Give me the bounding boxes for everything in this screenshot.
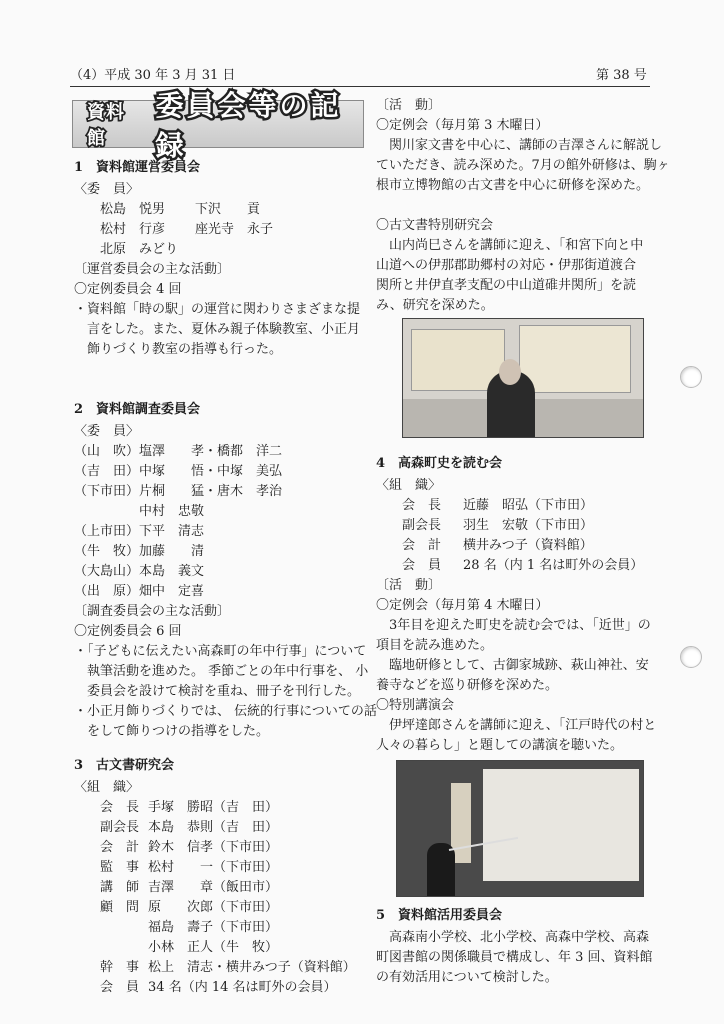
member-row: 中村 忠敬 — [74, 504, 205, 519]
org-row: 会 員 34 名（内 14 名は町外の会員） — [100, 980, 337, 995]
lecture-photo — [402, 318, 644, 438]
label: 〔活 動〕 — [376, 578, 442, 593]
special-meeting: 〇古文書特別研究会 — [376, 218, 494, 233]
section-heading: 5 資料館活用委員会 — [376, 908, 503, 923]
text-line: ・「子どもに伝えたい高森町の年中行事」について — [74, 644, 367, 659]
org-row: 会 員 28 名（内 1 名は町外の会員） — [402, 558, 644, 573]
binder-hole — [680, 646, 702, 668]
label: 〈委 員〉 — [74, 424, 140, 439]
org-row: 顧 問 原 次郎（下市田） — [100, 900, 279, 915]
member-row: （吉 田）中塚 悟・中塚 美弘 — [74, 464, 283, 479]
member-row: （上市田）下平 清志 — [74, 524, 205, 539]
right-column-top — [376, 96, 670, 316]
meeting: 〇定例会（毎月第 3 木曜日） — [376, 118, 549, 133]
text-line: をして飾りつけの指導をした。 — [74, 724, 270, 739]
label: 〔運営委員会の主な活動〕 — [74, 262, 231, 277]
text-line: 関川家文書を中心に、講師の吉澤さんに解説し — [376, 138, 663, 153]
member-row: 松島 悦男 下沢 貢 — [100, 202, 261, 217]
label: 〈組 織〉 — [376, 478, 442, 493]
label: 〈委 員〉 — [74, 182, 140, 197]
text-line: ・資料館「時の駅」の運営に関わりさまざまな提 — [74, 302, 361, 317]
org-row: 講 師 吉澤 章（飯田市） — [100, 880, 279, 895]
text-line: 項目を読み進めた。 — [376, 638, 494, 653]
text-line: ていただき、読み深めた。7月の館外研修は、駒ヶ — [376, 158, 670, 173]
lecture-photo-2 — [396, 760, 644, 897]
section-heading: 4 高森町史を読む会 — [376, 456, 503, 471]
title-big: 委員会等の記録 — [155, 89, 342, 162]
label: 〔活 動〕 — [376, 98, 442, 113]
text-line: 関所と井伊直孝支配の中山道碓井関所」を読 — [376, 278, 637, 293]
right-column-bottom — [376, 904, 653, 988]
text-line: 山内尚巳さんを講師に迎え、「和宮下向と中 — [376, 238, 644, 253]
left-column — [74, 156, 377, 998]
text-line: 3年目を迎えた町史を読む会では、「近世」の — [376, 618, 651, 633]
text-line: 執筆活動を進めた。 季節ごとの年中行事を、 小 — [74, 664, 369, 679]
org-row: 会 計 鈴木 信孝（下市田） — [100, 840, 279, 855]
page-title — [72, 89, 364, 162]
text-line: 言をした。また、夏休み親子体験教室、小正月 — [74, 322, 361, 337]
text-line: 委員会を設けて検討を重ね、冊子を刊行した。 — [74, 684, 361, 699]
member-row: （大島山）本島 義文 — [74, 564, 205, 579]
text-line: ・小正月飾りづくりでは、 伝統的行事についての話 — [74, 704, 377, 719]
section-heading: 3 古文書研究会 — [74, 758, 175, 773]
text-line: 飾りづくり教室の指導も行った。 — [74, 342, 283, 357]
org-row: 幹 事 松上 清志・横井みつ子（資料館） — [100, 960, 356, 975]
text-line: 養寺などを巡り研修を深めた。 — [376, 678, 559, 693]
member-row: 北原 みどり — [100, 242, 179, 257]
issue-date: （4）平成 30 年 3 月 31 日 — [70, 68, 236, 83]
text-line: の有効活用について検討した。 — [376, 970, 558, 985]
org-row: 副会長 本島 恭則（吉 田） — [100, 820, 279, 835]
text-line: 高森南小学校、北小学校、高森中学校、高森 — [376, 930, 650, 945]
meeting: 〇定例委員会 4 回 — [74, 282, 182, 297]
org-row: 会 長 近藤 昭弘（下市田） — [402, 498, 594, 513]
org-row: 監 事 松村 一（下市田） — [100, 860, 279, 875]
org-row: 小林 正人（牛 牧） — [148, 940, 279, 955]
org-row: 副会長 羽生 宏敬（下市田） — [402, 518, 594, 533]
label: 〔調査委員会の主な活動〕 — [74, 604, 231, 619]
title-small: 資料館 — [87, 102, 125, 149]
text-line: 臨地研修として、古御家城跡、萩山神社、安 — [376, 658, 649, 673]
meeting: 〇定例委員会 6 回 — [74, 624, 182, 639]
special-meeting: 〇特別講演会 — [376, 698, 455, 713]
text-line: 人々の暮らし」と題しての講演を聴いた。 — [376, 738, 624, 753]
section-heading: 1 資料館運営委員会 — [74, 160, 201, 175]
org-row: 会 長 手塚 勝昭（吉 田） — [100, 800, 279, 815]
member-row: （下市田）片桐 猛・唐木 孝治 — [74, 484, 283, 499]
member-row: 松村 行彦 座光寺 永子 — [100, 222, 274, 237]
section-heading: 2 資料館調査委員会 — [74, 402, 201, 417]
text-line: 山道への伊那郡助郷村の対応・伊那街道渡合 — [376, 258, 637, 273]
text-line: み、研究を深めた。 — [376, 298, 494, 313]
text-line: 町図書館の関係職員で構成し、年 3 回、資料館 — [376, 950, 653, 965]
label: 〈組 織〉 — [74, 780, 140, 795]
org-row: 会 計 横井みつ子（資料館） — [402, 538, 593, 553]
meeting: 〇定例会（毎月第 4 木曜日） — [376, 598, 549, 613]
issue-number: 第 38 号 — [596, 68, 647, 83]
right-column-middle — [376, 452, 656, 756]
text-line: 伊坪達郎さんを講師に迎え、「江戸時代の村と — [376, 718, 657, 733]
text-line: 根市立博物館の古文書を中心に研修を深めた。 — [376, 178, 650, 193]
org-row: 福島 壽子（下市田） — [148, 920, 279, 935]
member-row: （出 原）畑中 定喜 — [74, 584, 205, 599]
member-row: （牛 牧）加藤 清 — [74, 544, 205, 559]
binder-hole — [680, 366, 702, 388]
member-row: （山 吹）塩澤 孝・橋都 洋二 — [74, 444, 283, 459]
